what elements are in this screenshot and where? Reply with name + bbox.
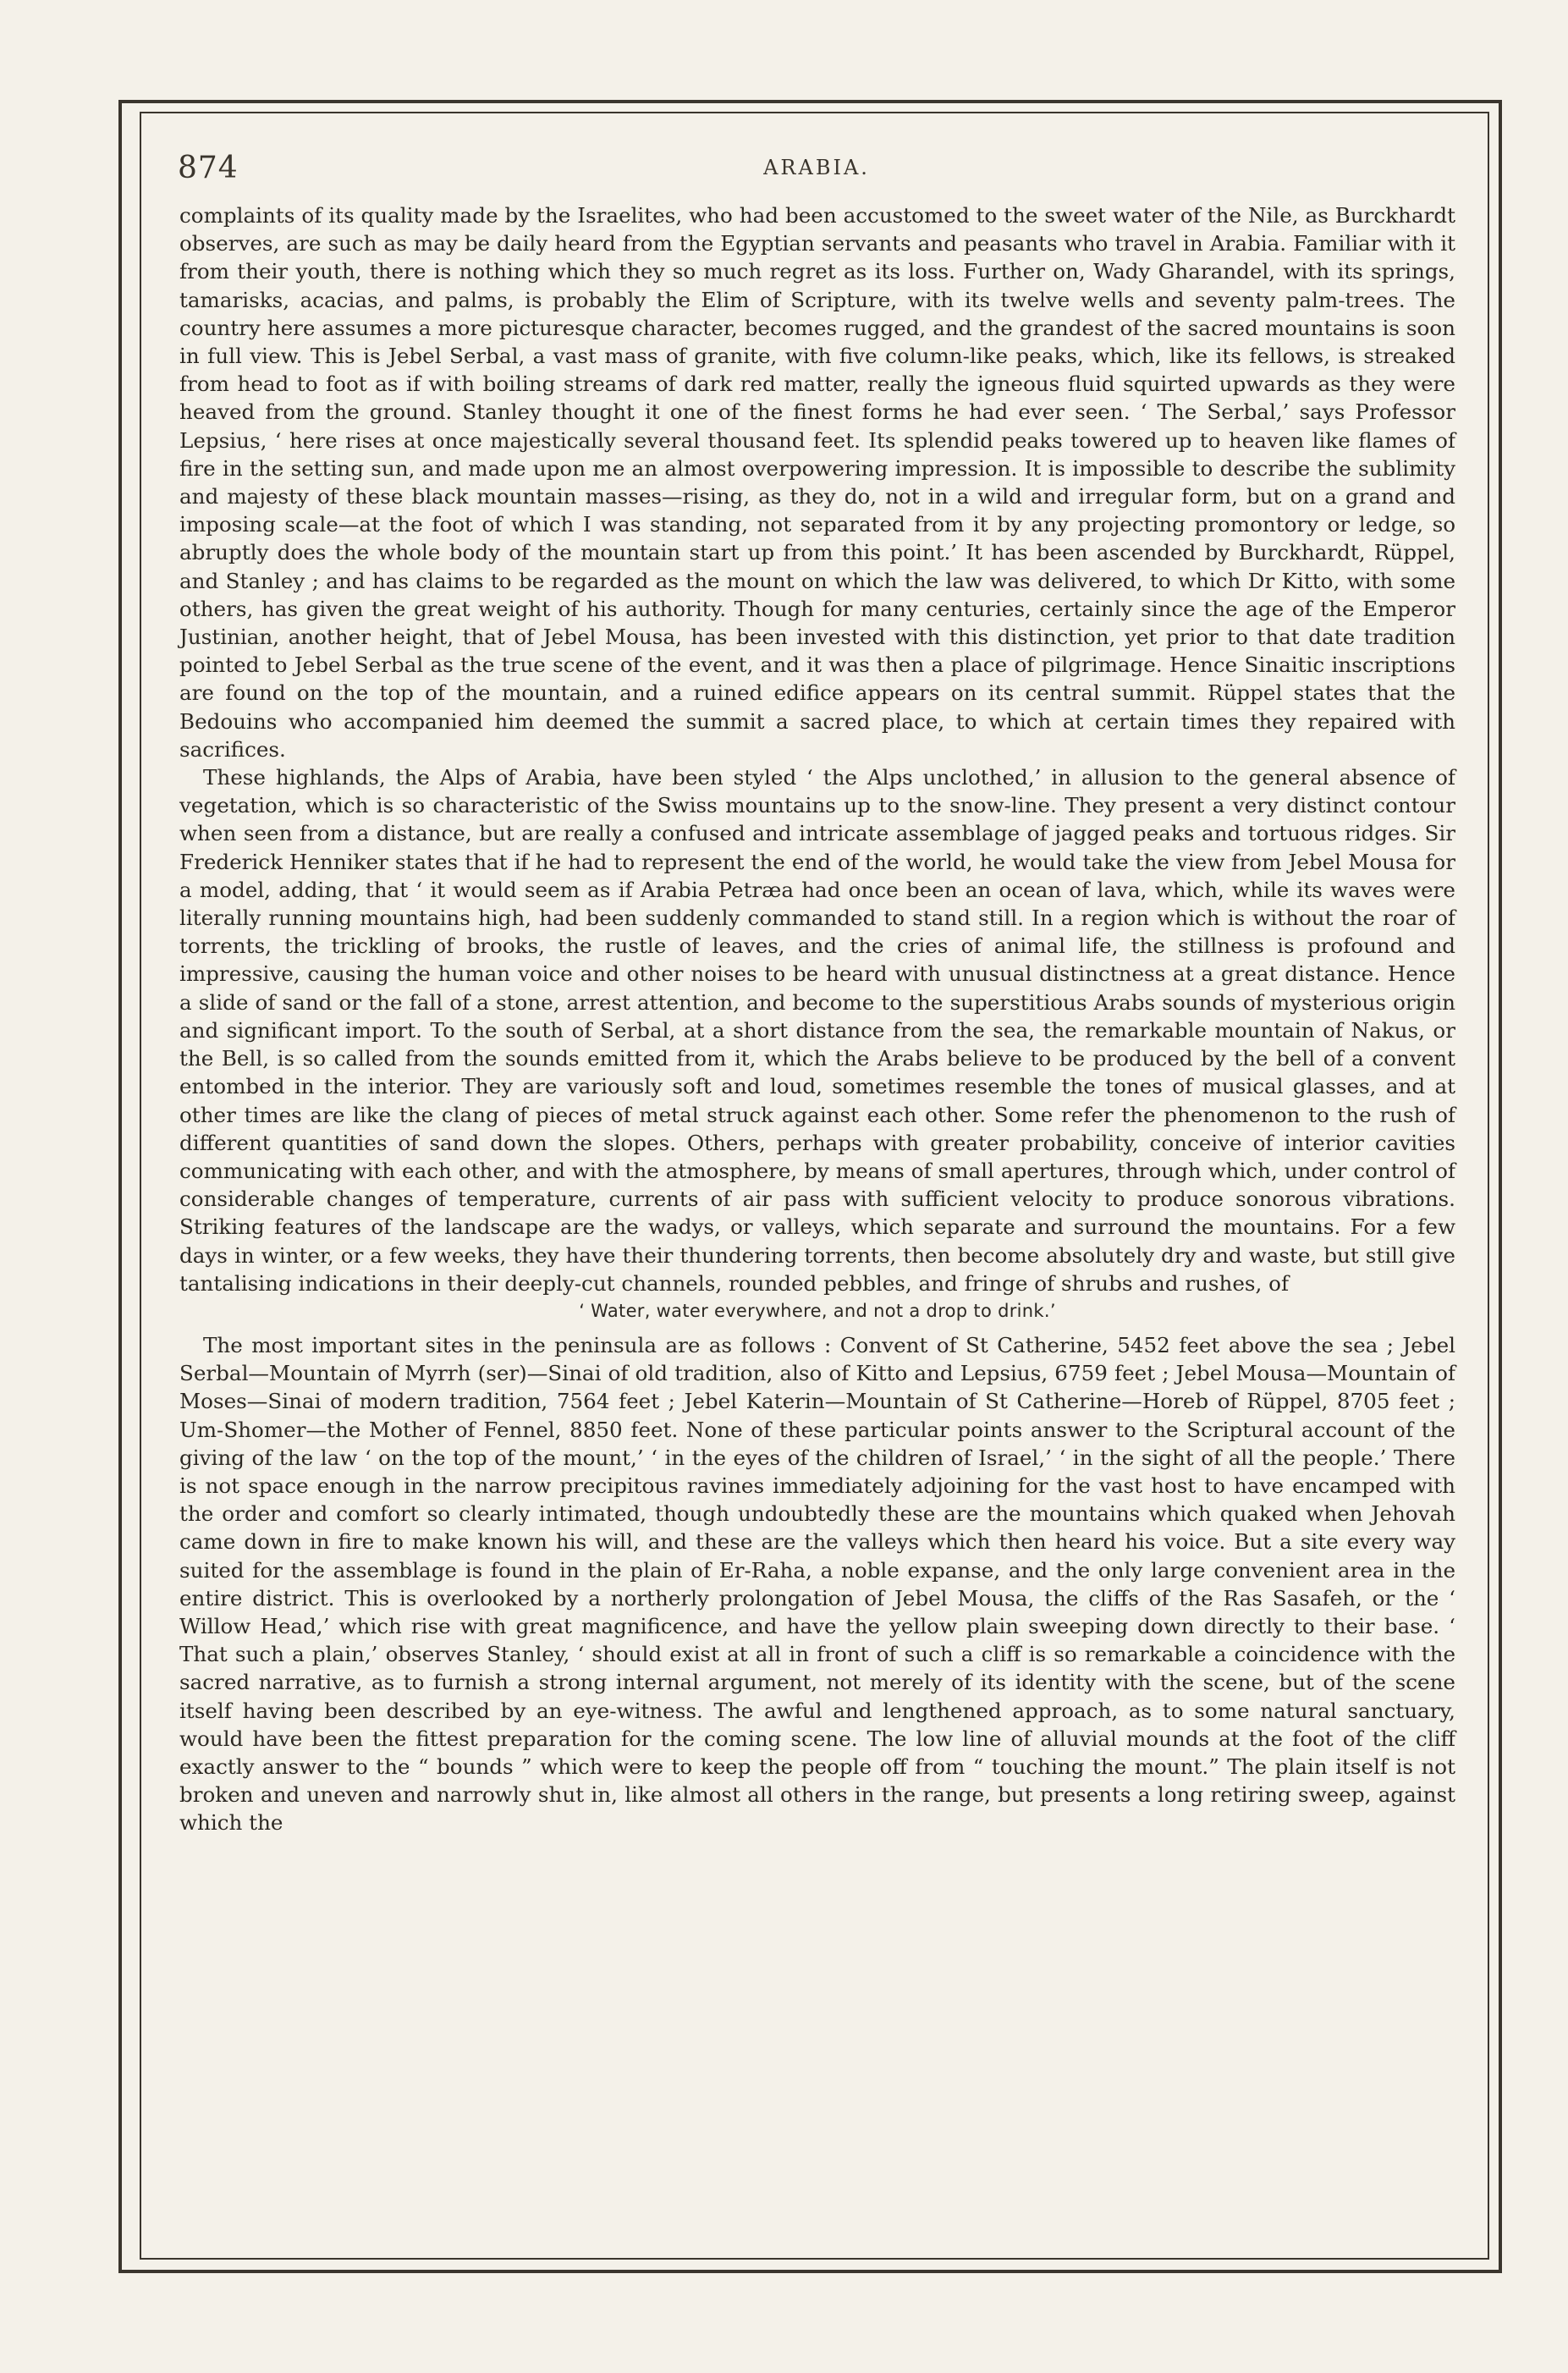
border-rule-left-outer — [118, 100, 122, 2273]
border-rule-top-outer — [118, 100, 1502, 103]
quotation: ‘ Water, water everywhere, and not a drop to drink.’ — [579, 1300, 1056, 1321]
border-rule-right-outer — [1499, 100, 1502, 2273]
page-number: 874 — [178, 151, 239, 185]
running-head: ARABIA. — [763, 156, 870, 179]
border-rule-top-inner — [140, 112, 1489, 113]
border-rule-left-inner — [140, 112, 141, 2260]
border-rule-right-inner — [1488, 112, 1489, 2260]
page-header — [178, 151, 1455, 184]
body-text — [179, 201, 1455, 1837]
paragraph: complaints of its quality made by the Israelites, who had been accustomed to the sweet water of the Nile, as Burckhardt observes, are such as may be daily heard from the Egyptian servants and peasants who travel in Arabia. Familiar with it from their youth, there is nothing which they so much regret as its loss. Further on, Wady Gharandel, with its springs, tamarisks, acacias, and palms, is probably the Elim of Scripture, with its twelve wells and seventy palm-trees. The country here assumes a more picturesque character, becomes rugged, and the grandest of the sacred mountains is soon in full view. This is Jebel Serbal, a vast mass of granite, with five column-like peaks, which, like its fellows, is streaked from head to foot as if with boiling streams of dark red matter, really the igneous fluid squirted upwards as they were heaved from the ground. Stanley thought it one of the finest forms he had ever seen. ‘ The Serbal,’ says Professor Lepsius, ‘ here rises at once majestically several thousand feet. Its splendid peaks towered up to heaven like flames of fire in the setting sun, and made upon me an almost overpowering impression. It is impossible to describe the sublimity and majesty of these black mountain masses—rising, as they do, not in a wild and irregular form, but on a grand and imposing scale—at the foot of which I was standing, not separated from it by any projecting promontory or ledge, so abruptly does the whole body of the mountain start up from this point.’ It has been ascended by Burckhardt, Rüppel, and Stanley ; and has claims to be regarded as the mount on which the law was delivered, to which Dr Kitto, with some others, has given the great weight of his authority. Though for many centuries, certainly since the age of the Emperor Justinian, another height, that of Jebel Mousa, has been invested with this distinction, yet prior to that date tradition pointed to Jebel Serbal as the true scene of the event, and it was then a place of pilgrimage. Hence Sinaitic inscriptions are found on the top of the mountain, and a ruined edifice appears on its central summit. Rüppel states that the Bedouins who accompanied him deemed the summit a sacred place, to which at certain times they repaired with sacrifices. — [179, 203, 1455, 762]
paragraph: These highlands, the Alps of Arabia, have been styled ‘ the Alps unclothed,’ in allusion to the general absence of vegetation, which is so characteristic of the Swiss mountains up to the snow-line. They present a very distinct contour when seen from a distance, but are really a confused and intricate assemblage of jagged peaks and tortuous ridges. Sir Frederick Henniker states that if he had to represent the end of the world, he would take the view from Jebel Mousa for a model, adding, that ‘ it would seem as if Arabia Petræa had once been an ocean of lava, which, while its waves were literally running mountains high, had been suddenly commanded to stand still. In a region which is without the roar of torrents, the trickling of brooks, the rustle of leaves, and the cries of animal life, the stillness is profound and impressive, causing the human voice and other noises to be heard with unusual distinctness at a great distance. Hence a slide of sand or the fall of a stone, arrest attention, and become to the superstitious Arabs sounds of mysterious origin and significant import. To the south of Serbal, at a short distance from the sea, the remarkable mountain of Nakus, or the Bell, is so called from the sounds emitted from it, which the Arabs believe to be produced by the bell of a convent entombed in the interior. They are variously soft and loud, sometimes resemble the tones of musical glasses, and at other times are like the clang of pieces of metal struck against each other. Some refer the phenomenon to the rush of different quantities of sand down the slopes. Others, perhaps with greater probability, conceive of interior cavities communicating with each other, and with the atmosphere, by means of small apertures, through which, under control of considerable changes of temperature, currents of air pass with sufficient velocity to produce sonorous vibrations. Striking features of the landscape are the wadys, or valleys, which separate and surround the mountains. For a few days in winter, or a few weeks, they have their thundering torrents, then become absolutely dry and waste, but still give tantalising indications in their deeply-cut channels, rounded pebbles, and fringe of shrubs and rushes, of — [179, 765, 1455, 1296]
border-rule-bottom-outer — [118, 2270, 1502, 2273]
border-rule-bottom-inner — [140, 2258, 1489, 2260]
paragraph: The most important sites in the peninsula are as follows : Convent of St Catherine, 5452 feet above the sea ; Jebel Serbal—Mountain of Myrrh (ser)—Sinai of old tradition, also of Kitto and Lepsius, 6759 feet ; Jebel Mousa—Mountain of Moses—Sinai of modern tradition, 7564 feet ; Jebel Katerin—Mountain of St Catherine—Horeb of Rüppel, 8705 feet ; Um-Shomer—the Mother of Fennel, 8850 feet. None of these particular points answer to the Scriptural account of the giving of the law ‘ on the top of the mount,’ ‘ in the eyes of the children of Israel,’ ‘ in the sight of all the people.’ There is not space enough in the narrow precipitous ravines immediately adjoining for the vast host to have encamped with the order and comfort so clearly intimated, though undoubtedly these are the mountains which quaked when Jehovah came down in fire to make known his will, and these are the valleys which then heard his voice. But a site every way suited for the assemblage is found in the plain of Er-Raha, a noble expanse, and the only large convenient area in the entire district. This is overlooked by a northerly prolongation of Jebel Mousa, the cliffs of the Ras Sasafeh, or the ‘ Willow Head,’ which rise with great magnificence, and have the yellow plain sweeping down directly to their base. ‘ That such a plain,’ observes Stanley, ‘ should exist at all in front of such a cliff is so remarkable a coincidence with the sacred narrative, as to furnish a strong internal argument, not merely of its identity with the scene, but of the scene itself having been described by an eye-witness. The awful and lengthened approach, as to some natural sanctuary, would have been the fittest preparation for the coming scene. The low line of alluvial mounds at the foot of the cliff exactly answer to the “ bounds ” which were to keep the people off from “ touching the mount.” The plain itself is not broken and uneven and narrowly shut in, like almost all others in the range, but presents a long retiring sweep, against which the — [179, 1332, 1455, 1836]
